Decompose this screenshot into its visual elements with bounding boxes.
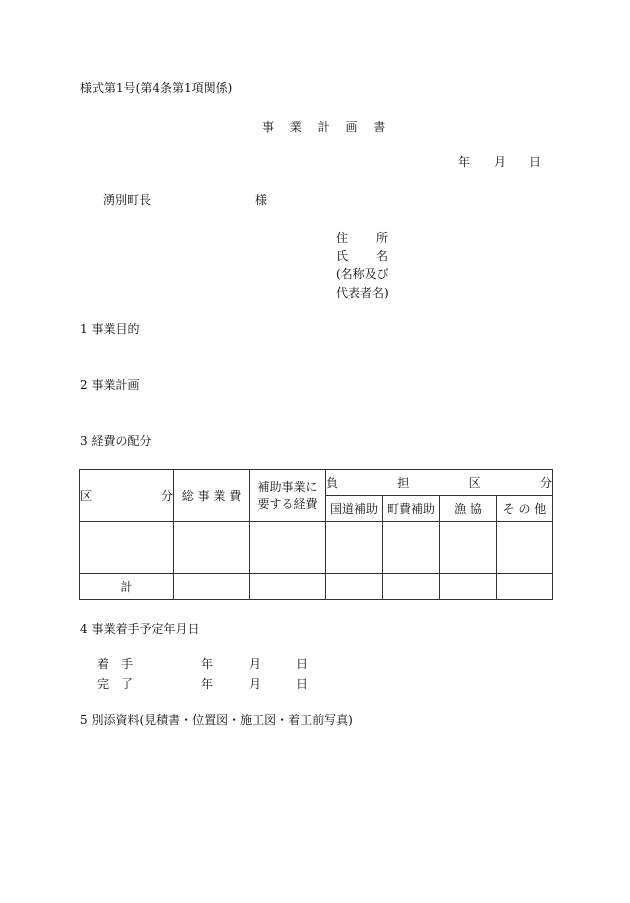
table-cell[interactable] — [440, 574, 497, 600]
header-char: 区 — [468, 476, 481, 490]
table-cell[interactable] — [250, 522, 326, 574]
table-row — [80, 522, 553, 574]
table-cell[interactable] — [383, 522, 440, 574]
finish-day: 日 — [296, 677, 309, 691]
start-month: 月 — [249, 657, 262, 671]
addressee-honorific: 様 — [255, 193, 268, 207]
finish-label — [97, 677, 133, 691]
table-cell[interactable] — [250, 574, 326, 600]
header-category — [80, 470, 174, 522]
date-year: 年 — [458, 155, 471, 169]
table-cell[interactable] — [497, 522, 553, 574]
header-char: 区 — [80, 489, 93, 503]
header-char: 分 — [539, 476, 552, 490]
table-cell[interactable] — [174, 522, 250, 574]
header-fishery-coop: 漁 協 — [440, 496, 497, 522]
cost-allocation-table — [79, 469, 553, 600]
addressee-name: 湧別町長 — [103, 193, 152, 207]
start-year: 年 — [201, 657, 214, 671]
header-town-subsidy: 町費補助 — [383, 496, 440, 522]
table-cell[interactable] — [497, 574, 553, 600]
label-char: 名 — [375, 249, 388, 263]
start-day: 日 — [296, 657, 309, 671]
applicant-note-line2: 代表者名) — [336, 286, 389, 300]
section-cost-allocation: 3 経費の配分 — [80, 434, 152, 448]
header-burden-category — [326, 470, 553, 496]
total-row-label: 計 — [80, 574, 174, 600]
header-subsidy-cost — [250, 470, 326, 522]
table-cell[interactable] — [326, 522, 383, 574]
header-other: そ の 他 — [497, 496, 553, 522]
table-cell[interactable] — [440, 522, 497, 574]
table-cell[interactable] — [174, 574, 250, 600]
table-cell[interactable] — [326, 574, 383, 600]
applicant-name-label — [336, 249, 388, 263]
table-row-total — [80, 574, 553, 600]
subsidy-line-2: 要する経費 — [257, 496, 318, 511]
label-char: 住 — [336, 231, 349, 245]
header-char: 分 — [160, 489, 173, 503]
label-char: 氏 — [336, 249, 349, 263]
document-title: 事 業 計 画 書 — [262, 120, 392, 134]
label-char: 着 — [97, 657, 110, 671]
label-char: 完 — [97, 677, 110, 691]
date-month: 月 — [494, 155, 507, 169]
table-cell[interactable] — [383, 574, 440, 600]
header-char: 負 — [326, 476, 339, 490]
subsidy-line-1: 補助事業に — [257, 479, 318, 494]
applicant-address-label — [336, 231, 388, 245]
start-label — [97, 657, 133, 671]
header-char: 担 — [397, 476, 410, 490]
date-day: 日 — [529, 155, 542, 169]
header-total-cost: 総 事 業 費 — [174, 470, 250, 522]
table-cell[interactable] — [80, 522, 174, 574]
form-number: 様式第1号(第4条第1項関係) — [80, 81, 233, 95]
label-char: 所 — [375, 231, 388, 245]
header-national-road-subsidy: 国道補助 — [326, 496, 383, 522]
label-char: 了 — [120, 677, 133, 691]
section-start-date: 4 事業着手予定年月日 — [80, 622, 200, 636]
finish-month: 月 — [249, 677, 262, 691]
finish-year: 年 — [201, 677, 214, 691]
applicant-note-line1: (名称及び — [336, 267, 389, 281]
section-purpose: 1 事業目的 — [80, 322, 140, 336]
section-plan: 2 事業計画 — [80, 378, 140, 392]
label-char: 手 — [120, 657, 133, 671]
section-attachments: 5 別添資料(見積書・位置図・施工図・着工前写真) — [80, 713, 353, 727]
